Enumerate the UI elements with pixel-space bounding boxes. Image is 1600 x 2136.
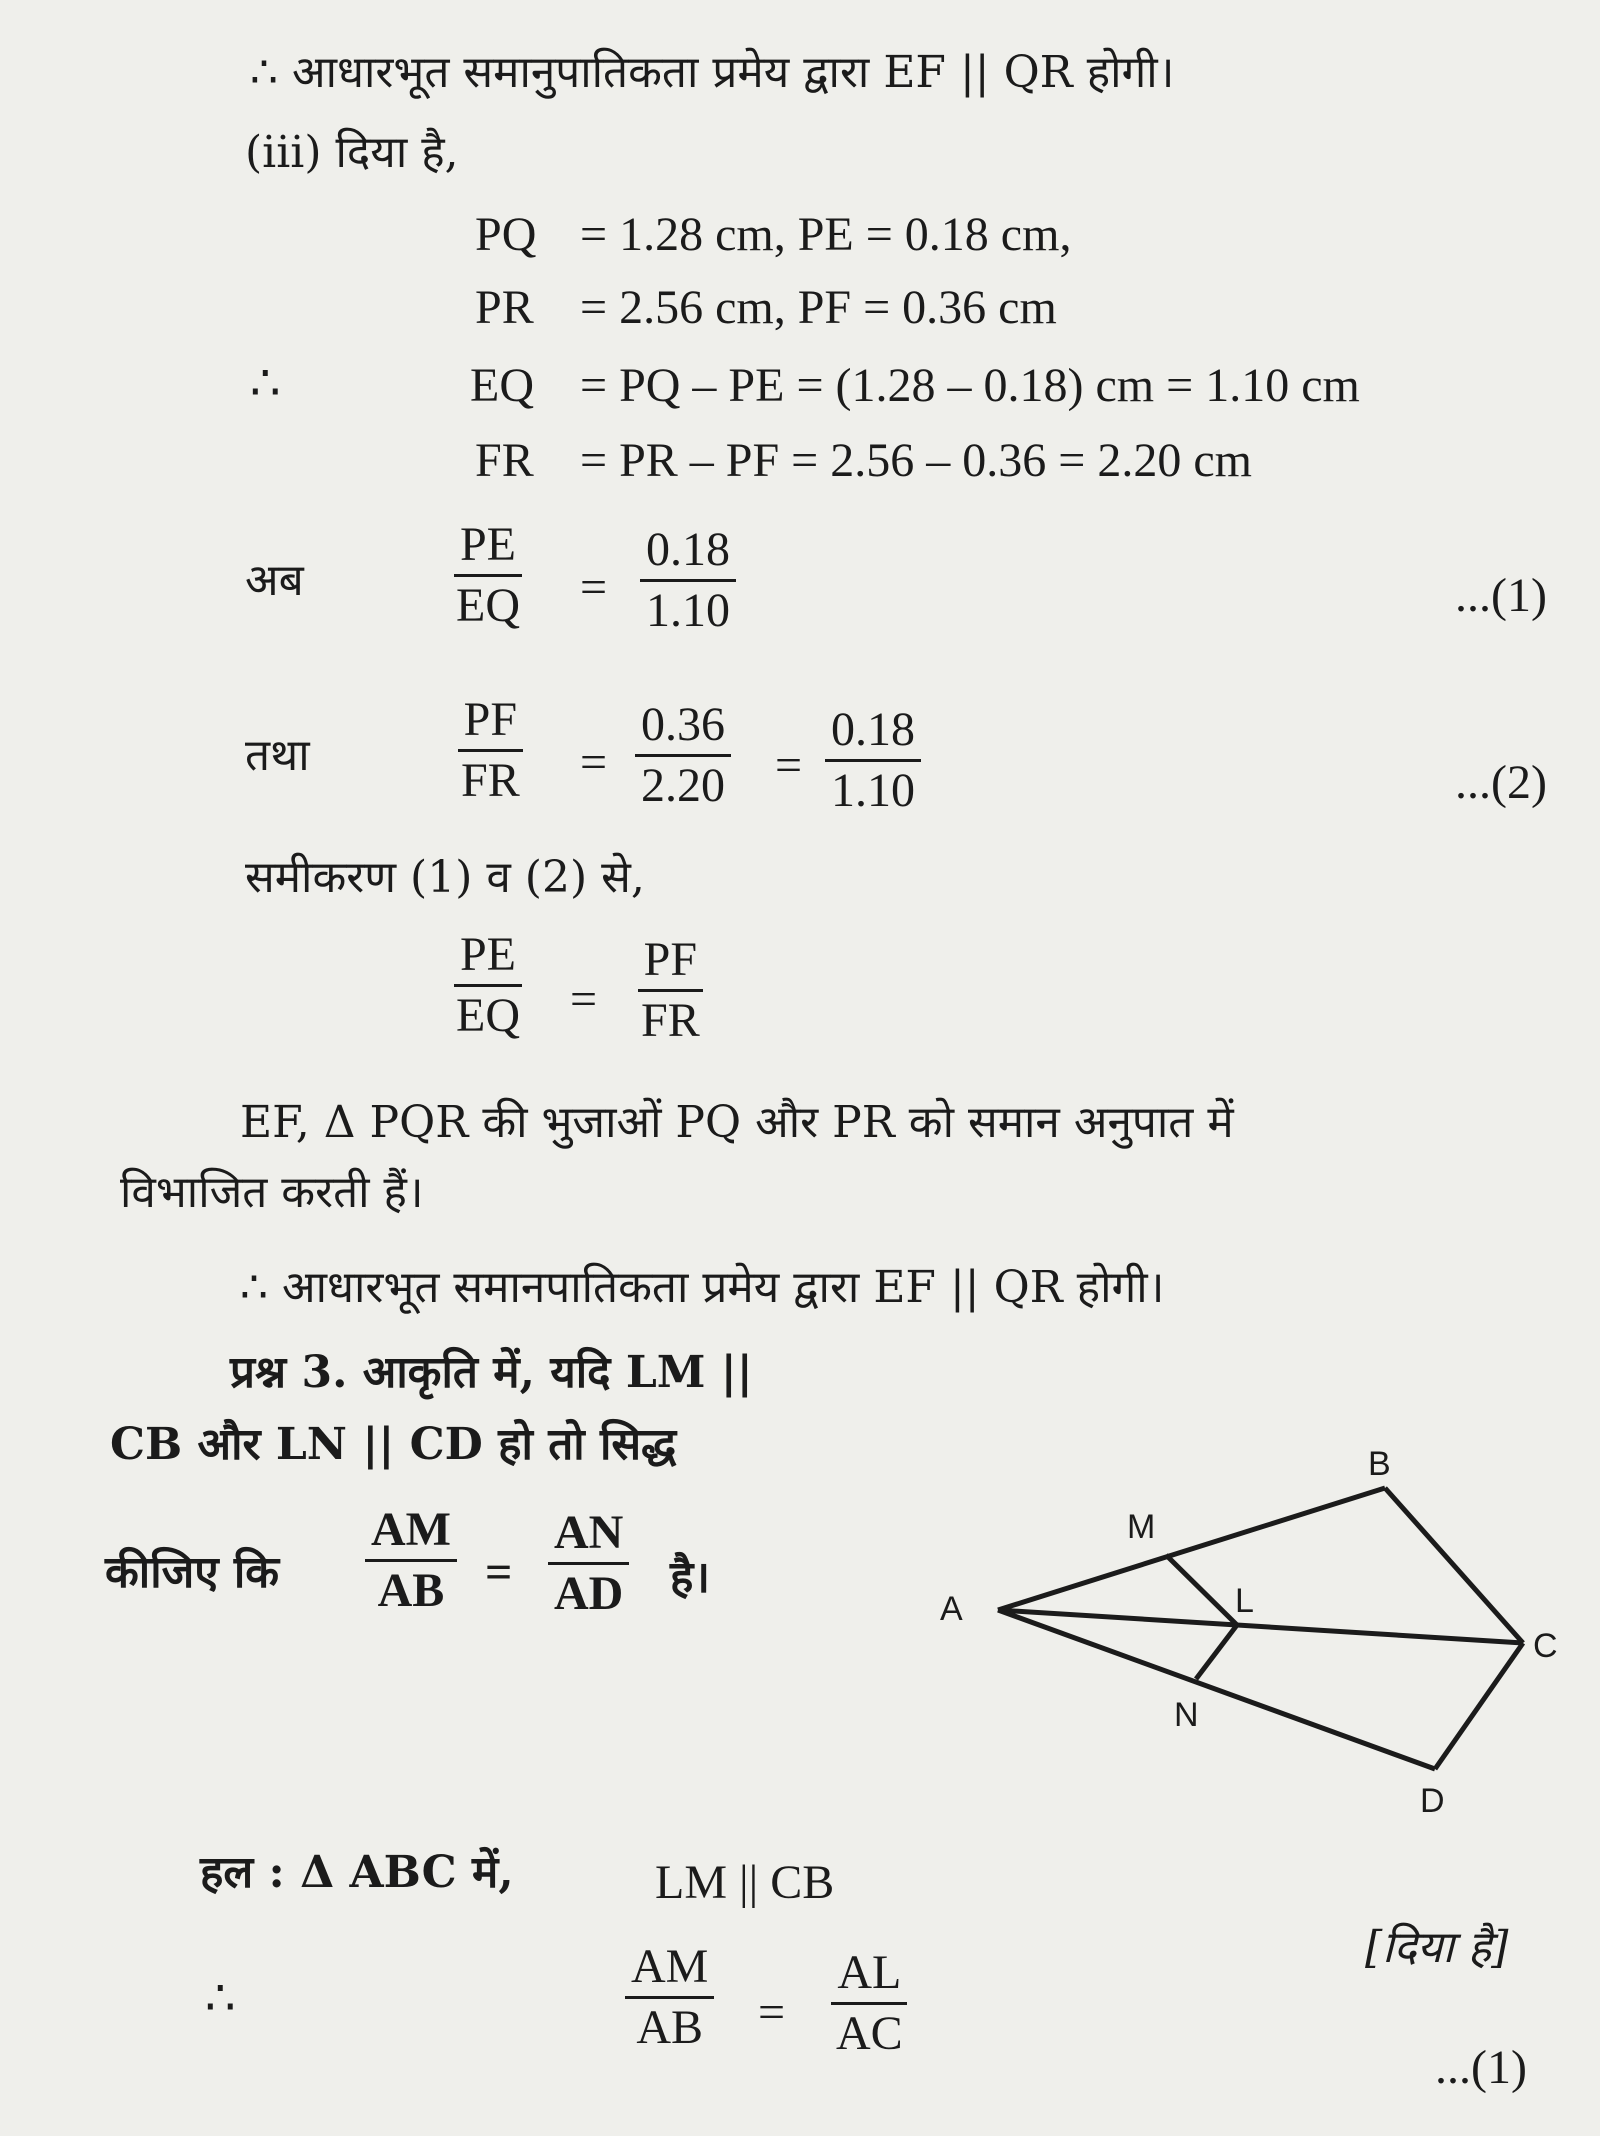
fraction-denominator: FR — [641, 994, 700, 1048]
given-note: [दिया है] — [1365, 1922, 1509, 1973]
equals-sign: = — [485, 1546, 513, 1599]
segment-ab — [998, 1488, 1385, 1610]
fr-computation: = PR – PF = 2.56 – 0.36 = 2.20 cm — [580, 434, 1252, 487]
label-n: N — [1174, 1696, 1199, 1734]
geometry-figure — [930, 1420, 1570, 1840]
eq-computation: = PQ – PE = (1.28 – 0.18) cm = 1.10 cm — [580, 359, 1360, 412]
segment-cd — [1435, 1643, 1523, 1769]
given-pr-label: PR — [475, 281, 534, 334]
fraction-numerator: AM — [365, 1505, 457, 1562]
fraction-numerator: PE — [454, 520, 522, 577]
segment-ml — [1166, 1555, 1237, 1625]
question-3-line-1: प्रश्न 3. आकृति में, यदि LM || — [230, 1347, 753, 1398]
fraction-pe-eq-final — [450, 930, 526, 1042]
segment-bc — [1385, 1488, 1523, 1643]
eq-label: EQ — [470, 359, 534, 412]
fraction-an-ad-question — [548, 1508, 629, 1620]
fraction-am-ab-question — [365, 1505, 457, 1617]
equals-sign: = — [775, 739, 803, 792]
line-bpt-conclusion-top: ∴ आधारभूत समानुपातिकता प्रमेय द्वारा EF || QR होगी। — [250, 47, 1175, 98]
fraction-value-2 — [635, 700, 731, 812]
given-pr-pf-values: = 2.56 cm, PF = 0.36 cm — [580, 281, 1057, 334]
label-c: C — [1533, 1627, 1558, 1665]
fraction-numerator: PF — [458, 695, 523, 752]
fraction-numerator: PF — [638, 935, 703, 992]
equation-tag-1: ...(1) — [1455, 569, 1547, 622]
fraction-numerator: 0.18 — [825, 705, 921, 762]
fraction-numerator: AN — [548, 1508, 629, 1565]
given-pq-pe-values: = 1.28 cm, PE = 0.18 cm, — [580, 208, 1072, 261]
fraction-denominator: AB — [377, 1564, 445, 1618]
fraction-denominator: 1.10 — [646, 584, 730, 638]
label-a: A — [940, 1590, 963, 1628]
fraction-al-ac-solution — [830, 1948, 909, 2060]
fraction-pf-fr-final — [635, 935, 706, 1047]
question-3-line-2: CB और LN || CD हो तो सिद्ध — [110, 1419, 677, 1470]
word-tatha: तथा — [245, 730, 310, 781]
bpt-conclusion: ∴ आधारभूत समानपातिकता प्रमेय द्वारा EF || QR होगी। — [240, 1262, 1165, 1313]
paragraph-line-2: विभाजित करती हैं। — [120, 1167, 424, 1218]
question-3-line-3: कीजिए कि — [105, 1547, 280, 1598]
solution-heading: हल : Δ ABC में, — [200, 1847, 514, 1898]
fraction-am-ab-solution — [625, 1942, 714, 2054]
label-b: B — [1368, 1445, 1391, 1483]
fr-label: FR — [475, 434, 534, 487]
fraction-denominator: 1.10 — [831, 764, 915, 818]
therefore-symbol: ∴ — [205, 1972, 236, 2025]
equation-tag-2: ...(2) — [1455, 756, 1547, 809]
fraction-numerator: 0.36 — [635, 700, 731, 757]
fraction-denominator: EQ — [456, 579, 520, 633]
fraction-pe-eq — [450, 520, 526, 632]
fraction-value-3 — [825, 705, 921, 817]
equation-tag-solution-1: ...(1) — [1435, 2041, 1527, 2094]
label-d: D — [1420, 1782, 1445, 1820]
word-ab: अब — [245, 555, 304, 606]
fraction-denominator: AC — [836, 2007, 903, 2061]
fraction-denominator: 2.20 — [641, 759, 725, 813]
fraction-value-1 — [640, 525, 736, 637]
part-iii-heading: (iii) दिया है, — [245, 127, 459, 178]
fraction-numerator: AL — [831, 1948, 907, 2005]
therefore-symbol: ∴ — [250, 357, 281, 410]
solution-given-relation: LM || CB — [655, 1856, 835, 1909]
fraction-numerator: 0.18 — [640, 525, 736, 582]
fraction-numerator: AM — [625, 1942, 714, 1999]
fraction-denominator: EQ — [456, 989, 520, 1043]
label-m: M — [1127, 1508, 1156, 1546]
fraction-denominator: AD — [554, 1567, 624, 1621]
fraction-numerator: PE — [454, 930, 522, 987]
equals-sign: = — [580, 561, 608, 614]
question-3-end: है। — [670, 1552, 711, 1603]
label-l: L — [1235, 1582, 1254, 1620]
segment-ln — [1196, 1625, 1237, 1679]
equals-sign: = — [758, 1986, 786, 2039]
fraction-denominator: FR — [461, 754, 520, 808]
from-equations-line: समीकरण (1) व (2) से, — [245, 852, 645, 903]
fraction-denominator: AB — [636, 2001, 704, 2055]
paragraph-line-1: EF, Δ PQR की भुजाओं PQ और PR को समान अनुपात में — [240, 1097, 1234, 1148]
equals-sign: = — [570, 973, 598, 1026]
given-pq-label: PQ — [475, 208, 537, 261]
equals-sign: = — [580, 736, 608, 789]
fraction-pf-fr — [455, 695, 526, 807]
